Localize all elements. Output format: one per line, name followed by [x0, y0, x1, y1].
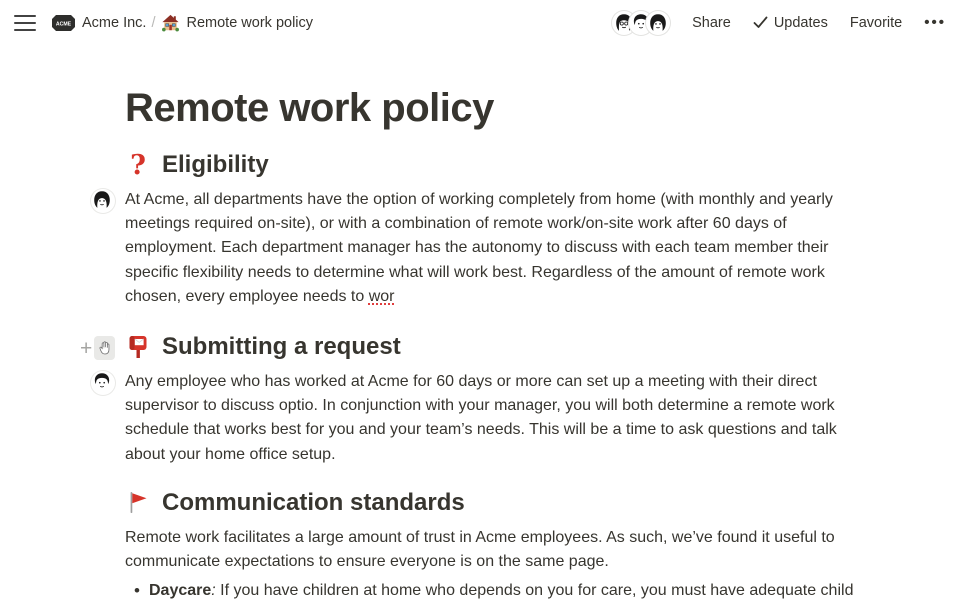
paragraph-eligibility-text: At Acme, all departments have the option of working completely from home (with monthly and yearly meetings required on-site), or with a combination of remote work/on-site work after 60 days of employment. Each department manager has the autonomy to discuss with each team member their specific flexibility needs to determine what will work best. Regardless of the amount of remote work chosen, every employee needs to [125, 191, 833, 305]
share-label: Share [692, 14, 731, 31]
viewer-avatars[interactable] [612, 11, 670, 35]
breadcrumb-workspace[interactable] [52, 15, 146, 31]
check-icon [753, 16, 768, 29]
red-question-mark-icon: ? [130, 149, 146, 181]
more-options-button[interactable] [924, 14, 946, 31]
share-button[interactable] [692, 15, 731, 31]
heading-communication-label: Communication standards [162, 488, 465, 516]
bullet-body: If you have children at home who depends on you for care, you must have adequate child [220, 582, 854, 600]
paragraph-submitting[interactable] [125, 370, 861, 467]
editor-avatar-male [91, 371, 115, 395]
page-body [80, 84, 861, 604]
breadcrumb [10, 14, 313, 32]
bullet-daycare[interactable] [125, 579, 861, 604]
paragraph-communication-text: Remote work facilitates a large amount of trust in Acme employees. As such, we’ve found it useful to communicate expectations to ensure everyone is on the same page. [125, 528, 835, 571]
bullet-daycare-text [149, 579, 853, 604]
topbar-actions [612, 11, 946, 35]
paragraph-communication[interactable] [125, 526, 861, 574]
avatar [646, 11, 670, 35]
paragraph-submitting-text: Any employee who has worked at Acme for 60 days or more can set up a meeting with their direct supervisor to discuss optio. In conjunction with your manager, you will both determine a remote work schedule that works best for you and your team’s needs. This will be a time to ask questions and talk about your home office setup. [125, 373, 837, 463]
bullet-marker [125, 579, 149, 604]
heading-eligibility[interactable] [125, 150, 861, 180]
top-bar [0, 0, 960, 45]
more-options-icon: ••• [924, 14, 946, 31]
misspelled-word: wor [368, 287, 395, 305]
acme-logo-icon [52, 15, 75, 31]
bullet-colon: : [211, 582, 221, 600]
heading-submitting-label: Submitting a request [162, 333, 401, 361]
grab-hand-icon [97, 340, 112, 356]
add-block-icon[interactable]: + [80, 336, 93, 360]
editor-avatar-female [91, 189, 115, 213]
updates-label: Updates [773, 14, 828, 31]
svg-text:ACME: ACME [55, 21, 72, 27]
paragraph-eligibility[interactable] [125, 188, 861, 309]
sidebar-menu-icon[interactable] [14, 15, 36, 31]
breadcrumb-separator: / [151, 14, 156, 31]
heading-communication-standards[interactable] [125, 488, 861, 518]
page-breadcrumb-name: Remote work policy [186, 14, 314, 31]
heading-eligibility-label: Eligibility [162, 151, 269, 178]
workspace-name: Acme Inc. [82, 14, 147, 31]
favorite-button[interactable] [850, 15, 902, 31]
heading-submitting-a-request[interactable] [80, 332, 861, 362]
block-controls [80, 336, 115, 360]
postbox-icon [125, 335, 151, 359]
page-title[interactable]: Remote work policy [125, 86, 494, 130]
bullet-term: Daycare [149, 582, 212, 600]
breadcrumb-page[interactable] [161, 14, 314, 32]
drag-handle[interactable] [94, 336, 115, 360]
updates-button[interactable] [753, 15, 828, 31]
house-icon [161, 14, 180, 32]
red-flag-icon [125, 491, 151, 514]
favorite-label: Favorite [849, 14, 903, 31]
